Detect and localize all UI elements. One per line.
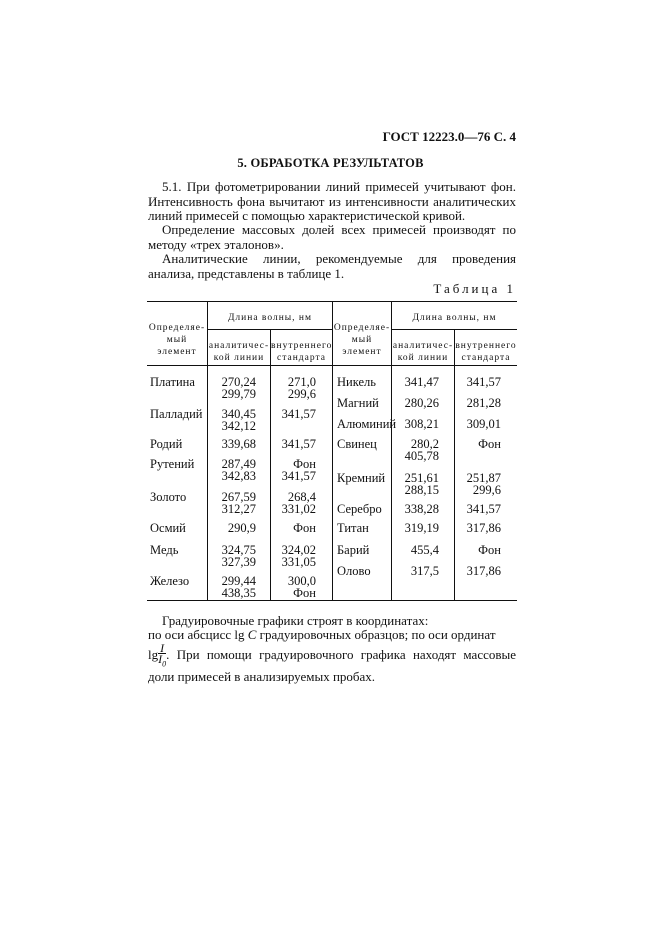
table-cell-internal: 341,57 — [281, 469, 316, 483]
table-cell-element: Родий — [150, 437, 183, 451]
table-cell-internal: 341,57 — [466, 375, 501, 389]
table-cell-element: Свинец — [337, 437, 377, 451]
table-cell-analytical: 312,27 — [221, 502, 256, 516]
paragraph-5-1-text: 5.1. При фотометрировании линий примесей учитывают фон. Интенсивность фона вычитают из интенсивности аналитических линий примесей с помощью характеристической кривой. — [148, 179, 516, 223]
fraction-denominator — [158, 654, 166, 669]
intensity-ratio-fraction — [158, 643, 166, 669]
page-header: ГОСТ 12223.0—76 С. 4 — [382, 129, 516, 144]
table-bottom-rule — [147, 600, 517, 601]
table-cell-internal: 271,0 — [287, 375, 316, 389]
header-internal-left: внутреннего стандарта — [271, 341, 333, 363]
table-cell-analytical: 288,15 — [404, 483, 439, 497]
table-cell-analytical: 405,78 — [404, 449, 439, 463]
table-cell-analytical: 339,68 — [221, 437, 256, 451]
table-cell-element: Кремний — [337, 471, 386, 485]
header-element-left: Определяе-мый элемент — [148, 323, 206, 357]
header-element-right: Определяе-мый элемент — [333, 323, 391, 357]
table-cell-analytical: 280,26 — [404, 396, 439, 410]
table-cell-internal: Фон — [293, 521, 316, 535]
table-cell-analytical: 342,83 — [221, 469, 256, 483]
table-cell-internal: Фон — [293, 457, 316, 471]
paragraph-method-text: Определение массовых долей всех примесей производят по методу «трех эталонов». — [148, 222, 516, 252]
table-cell-element: Рутений — [150, 457, 195, 471]
table-cell-analytical: 327,39 — [221, 555, 256, 569]
table-cell-internal: 300,0 — [287, 574, 316, 588]
table-cell-element: Барий — [337, 543, 370, 557]
header-wavelength-left: Длина волны, нм — [227, 313, 313, 323]
table-cell-internal: 309,01 — [466, 417, 501, 431]
table-cell-analytical: 270,24 — [221, 375, 256, 389]
table-cell-internal: 317,86 — [466, 521, 501, 535]
fraction-subscript: 0 — [162, 659, 167, 669]
header-internal-right: внутреннего стандарта — [455, 341, 517, 363]
table-cell-analytical: 338,28 — [404, 502, 439, 516]
table-cell-analytical: 340,45 — [221, 407, 256, 421]
table-cell-element: Магний — [337, 396, 379, 410]
table-cell-element: Железо — [150, 574, 190, 588]
footer-line-2b: градуировочных образцов; по оси ординат — [259, 627, 496, 642]
footer-lg-1: lg — [234, 627, 245, 642]
paragraph-table-ref — [148, 252, 516, 281]
table-cell-element: Титан — [337, 521, 369, 535]
table-cell-internal: 341,57 — [281, 407, 316, 421]
table-cell-internal: 299,6 — [472, 483, 501, 497]
table-cell-internal: 317,86 — [466, 564, 501, 578]
table-cell-internal: Фон — [478, 437, 501, 451]
table-cell-analytical: 267,59 — [221, 490, 256, 504]
footer-paragraph-2 — [148, 628, 516, 643]
fraction-numerator: I — [160, 641, 165, 655]
table-cell-analytical: 342,12 — [221, 419, 256, 433]
table-cell-element: Палладий — [150, 407, 203, 421]
table-cell-internal: 251,87 — [466, 471, 501, 485]
table-cell-element: Медь — [150, 543, 179, 557]
table-cell-internal: 268,4 — [287, 490, 316, 504]
table-cell-internal: 281,28 — [466, 396, 501, 410]
table-cell-analytical: 319,19 — [404, 521, 439, 535]
table-cell-element: Олово — [337, 564, 371, 578]
table-cell-analytical: 308,21 — [404, 417, 439, 431]
table-cell-analytical: 324,75 — [221, 543, 256, 557]
table-cell-element: Платина — [150, 375, 195, 389]
table-cell-internal: 341,57 — [281, 437, 316, 451]
table-cell-analytical: 280,2 — [410, 437, 439, 451]
paragraph-table-ref-text: Аналитические линии, рекомендуемые для проведения анализа, представлены в таблице 1. — [148, 251, 516, 281]
table-cell-analytical: 299,44 — [221, 574, 256, 588]
fraction-denominator-letter: I — [158, 652, 163, 666]
table-cell-analytical: 341,47 — [404, 375, 439, 389]
footer-line-3: . При помощи градуировочного графика находят массовые доли примесей в анализируемых пробах. — [148, 647, 516, 685]
table-cell-analytical: 251,61 — [404, 471, 439, 485]
table-cell-element: Осмий — [150, 521, 186, 535]
header-wavelength-right: Длина волны, нм — [412, 313, 497, 323]
table-cell-analytical: 290,9 — [227, 521, 256, 535]
header-analytical-right: аналитичес-кой линии — [392, 341, 454, 363]
table-cell-analytical: 317,5 — [410, 564, 439, 578]
table-cell-analytical: 455,4 — [410, 543, 439, 557]
table-caption: Таблица 1 — [433, 281, 516, 296]
footer-paragraph-3 — [148, 643, 516, 685]
table-cell-analytical: 287,49 — [221, 457, 256, 471]
table-cell-element: Никель — [337, 375, 376, 389]
footer-c-symbol: C — [247, 627, 257, 642]
section-title: 5. ОБРАБОТКА РЕЗУЛЬТАТОВ — [237, 156, 424, 170]
footer-lg-2: lg — [148, 647, 159, 663]
table-cell-analytical: 438,35 — [221, 586, 256, 600]
table-cell-internal: Фон — [478, 543, 501, 557]
col-divider — [454, 330, 455, 600]
footer-line-2a: по оси абсцисс — [148, 627, 232, 642]
table-cell-analytical: 299,79 — [221, 387, 256, 401]
table-cell-internal: 324,02 — [281, 543, 316, 557]
paragraph-5-1 — [148, 180, 516, 224]
table-cell-internal: 331,05 — [281, 555, 316, 569]
table-cell-internal: Фон — [293, 586, 316, 600]
header-analytical-left: аналитичес-кой линии — [208, 341, 270, 363]
table-cell-element: Золото — [150, 490, 187, 504]
table-cell-internal: 331,02 — [281, 502, 316, 516]
table-cell-internal: 299,6 — [287, 387, 316, 401]
footer-line-1: Градуировочные графики строят в координатах: — [162, 613, 429, 628]
table-cell-element: Алюминий — [337, 417, 397, 431]
table-cell-internal: 341,57 — [466, 502, 501, 516]
paragraph-method — [148, 223, 516, 252]
table-cell-element: Серебро — [337, 502, 382, 516]
